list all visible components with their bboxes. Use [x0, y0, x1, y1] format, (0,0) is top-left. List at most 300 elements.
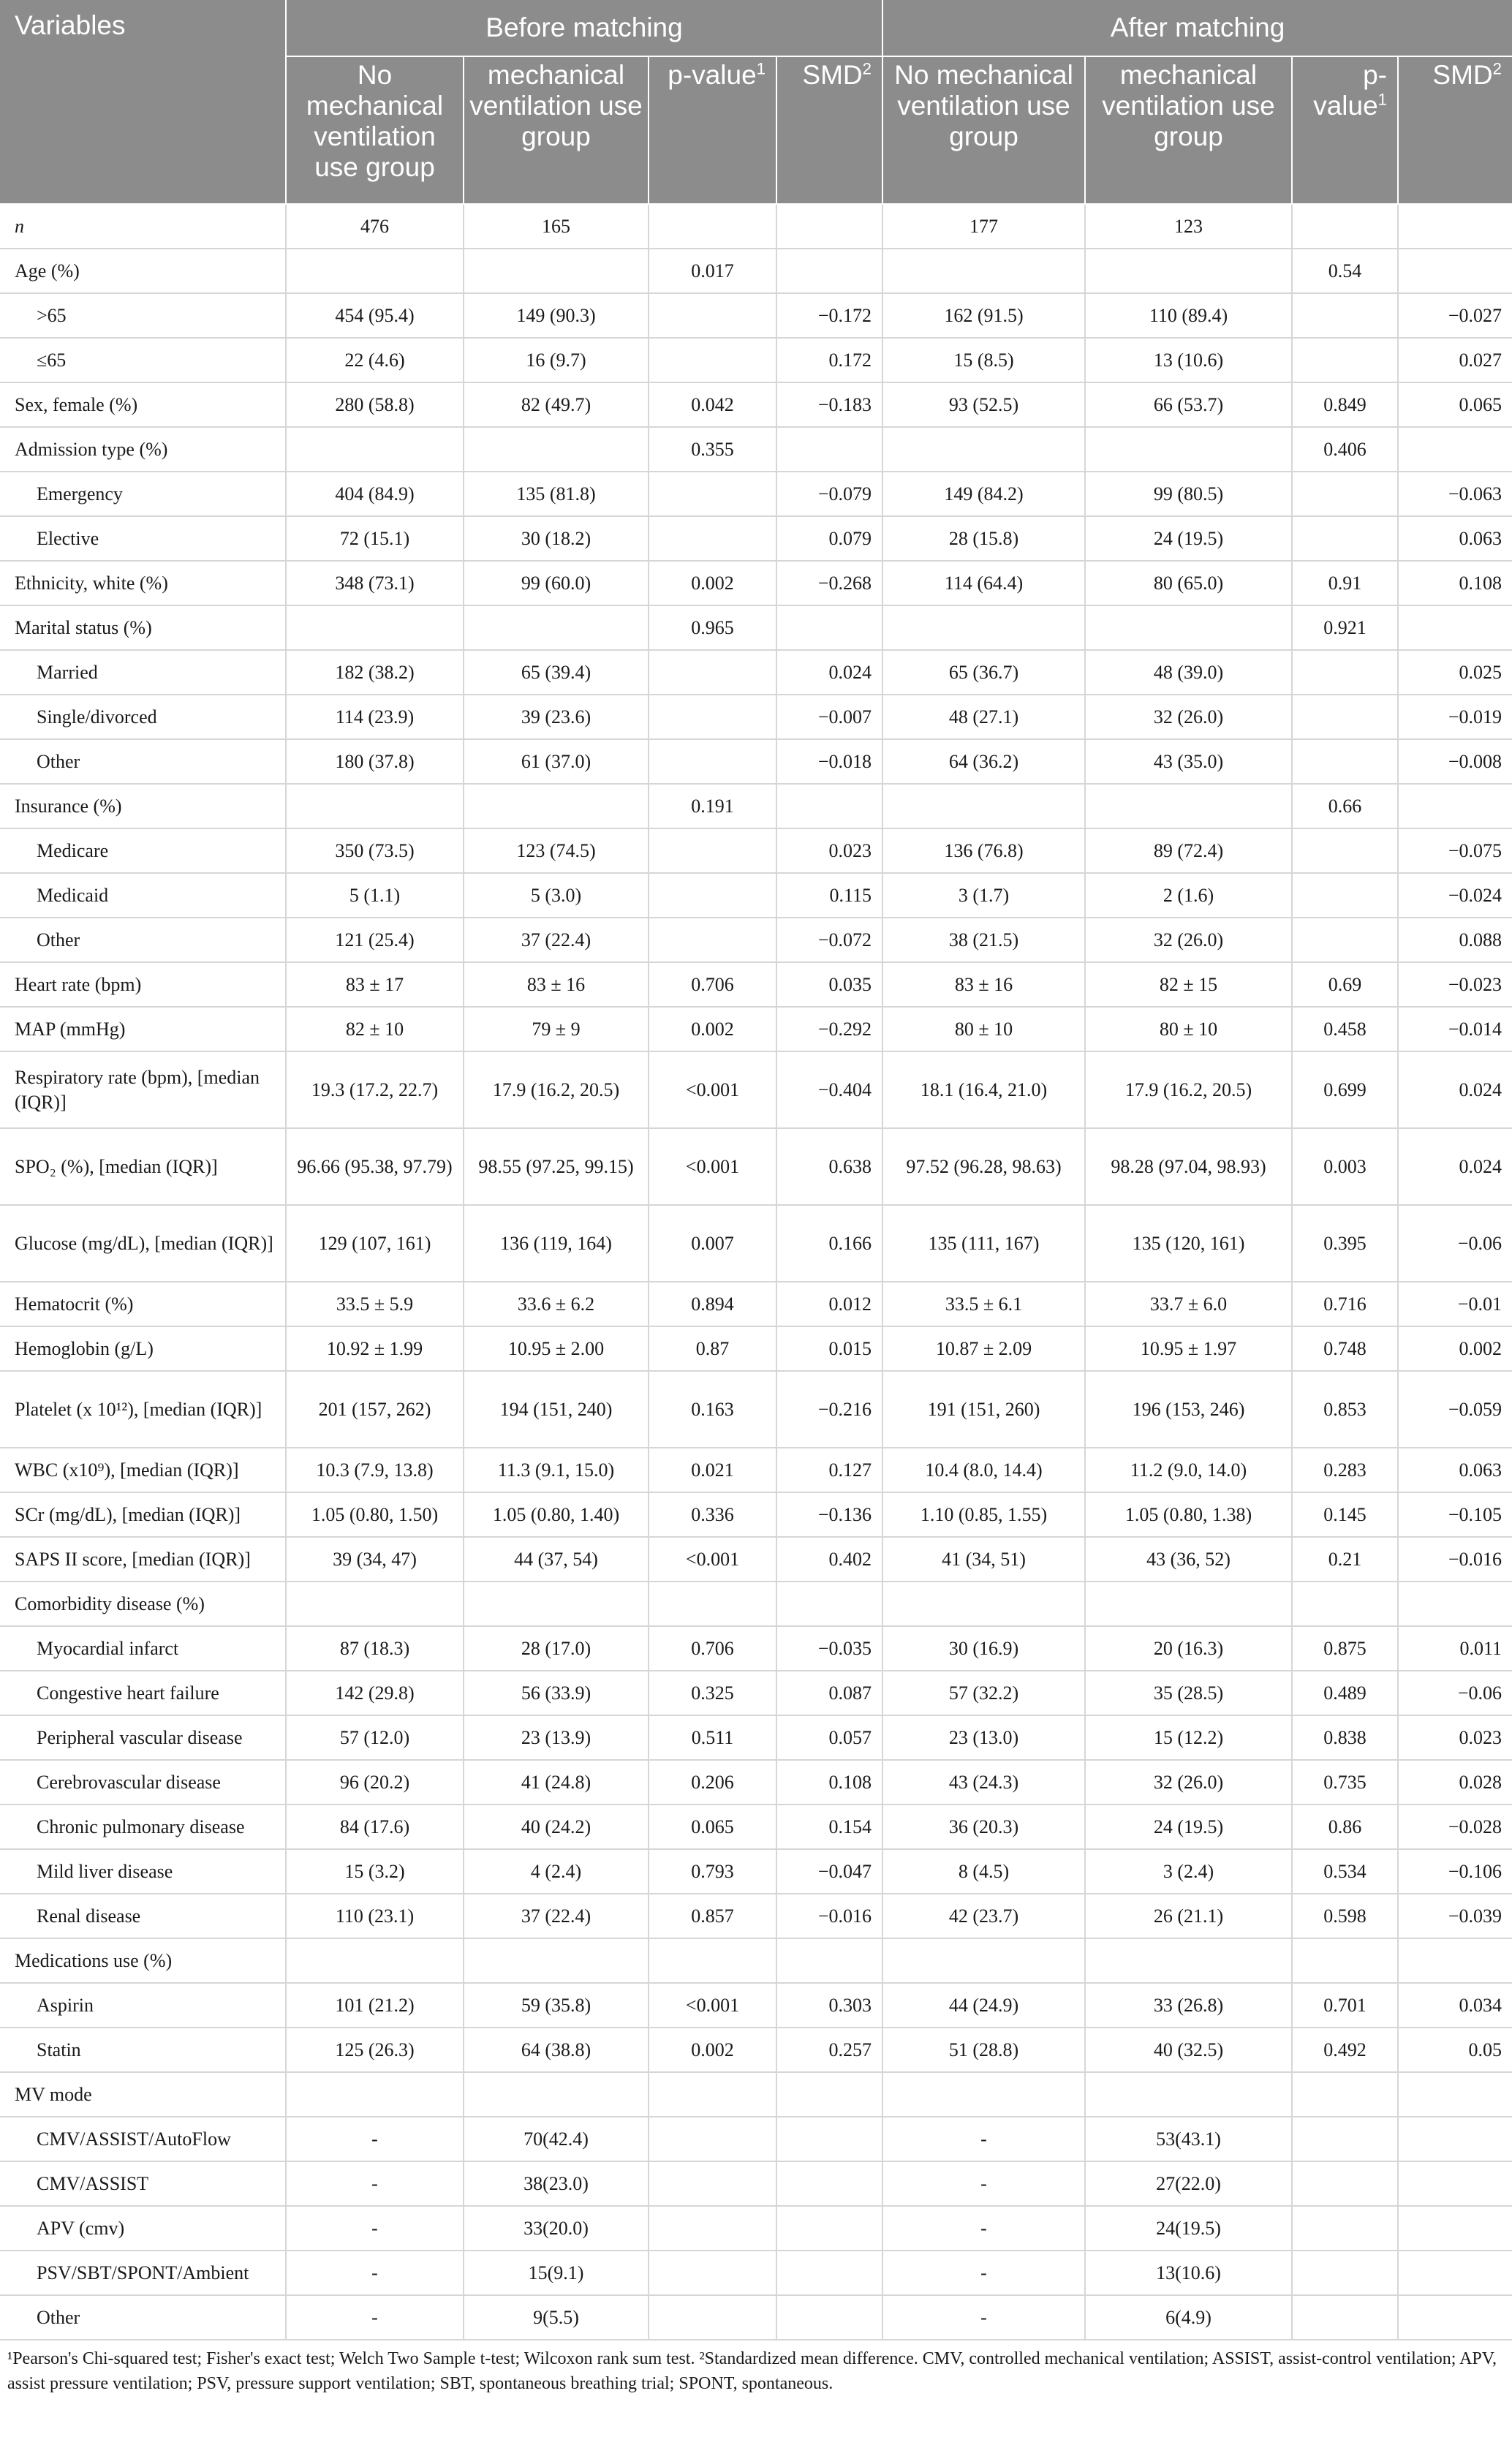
- table-cell: 0.024: [776, 650, 882, 695]
- row-label: Congestive heart failure: [0, 1671, 286, 1715]
- table-cell: 0.598: [1292, 1894, 1398, 1938]
- table-row: [0, 918, 1512, 962]
- row-label: Statin: [0, 2028, 286, 2072]
- table-cell: [649, 1582, 776, 1626]
- table-row: [0, 1715, 1512, 1760]
- table-cell: [776, 2251, 882, 2295]
- table-cell: 0.015: [776, 1326, 882, 1371]
- table-cell: −0.035: [776, 1626, 882, 1671]
- table-cell: [1085, 2072, 1292, 2117]
- pvalue-label: p-value: [1313, 60, 1387, 121]
- table-cell: 36 (20.3): [882, 1805, 1085, 1849]
- table-cell: 125 (26.3): [286, 2028, 464, 2072]
- table-cell: [464, 605, 649, 650]
- table-cell: 191 (151, 260): [882, 1371, 1085, 1448]
- pvalue-footnote-mark: 1: [1377, 90, 1387, 109]
- table-cell: 0.257: [776, 2028, 882, 2072]
- table-cell: −0.079: [776, 472, 882, 516]
- table-cell: 43 (24.3): [882, 1760, 1085, 1805]
- table-row: [0, 828, 1512, 873]
- table-cell: 10.92 ± 1.99: [286, 1326, 464, 1371]
- table-cell: 13 (10.6): [1085, 338, 1292, 382]
- table-cell: 96.66 (95.38, 97.79): [286, 1128, 464, 1205]
- row-label: CMV/ASSIST/AutoFlow: [0, 2117, 286, 2161]
- table-cell: -: [882, 2117, 1085, 2161]
- row-label: Renal disease: [0, 1894, 286, 1938]
- row-label: Sex, female (%): [0, 382, 286, 427]
- table-cell: 0.172: [776, 338, 882, 382]
- table-cell: [649, 2072, 776, 2117]
- header-pvalue-after: [1292, 56, 1398, 204]
- table-cell: 0.206: [649, 1760, 776, 1805]
- table-cell: 404 (84.9): [286, 472, 464, 516]
- table-cell: 0.002: [649, 561, 776, 605]
- table-cell: −0.06: [1398, 1205, 1512, 1282]
- table-cell: [1292, 1582, 1398, 1626]
- table-cell: 0.024: [1398, 1051, 1512, 1128]
- table-cell: −0.075: [1398, 828, 1512, 873]
- table-cell: −0.106: [1398, 1849, 1512, 1894]
- row-label: CMV/ASSIST: [0, 2161, 286, 2206]
- row-label: Comorbidity disease (%): [0, 1582, 286, 1626]
- table-cell: [1292, 1938, 1398, 1983]
- table-cell: 97.52 (96.28, 98.63): [882, 1128, 1085, 1205]
- table-cell: [649, 873, 776, 918]
- table-cell: 64 (38.8): [464, 2028, 649, 2072]
- table-cell: 0.154: [776, 1805, 882, 1849]
- row-label: Age (%): [0, 249, 286, 293]
- table-cell: −0.008: [1398, 739, 1512, 784]
- table-cell: [464, 784, 649, 828]
- table-cell: 476: [286, 204, 464, 249]
- table-row: [0, 516, 1512, 561]
- table-cell: 32 (26.0): [1085, 1760, 1292, 1805]
- table-cell: 1.05 (0.80, 1.40): [464, 1492, 649, 1537]
- table-cell: 0.748: [1292, 1326, 1398, 1371]
- table-cell: [882, 249, 1085, 293]
- table-cell: 0.002: [649, 1007, 776, 1051]
- row-label: Aspirin: [0, 1983, 286, 2028]
- table-cell: 101 (21.2): [286, 1983, 464, 2028]
- table-cell: 93 (52.5): [882, 382, 1085, 427]
- table-row: [0, 2206, 1512, 2251]
- table-cell: 1.10 (0.85, 1.55): [882, 1492, 1085, 1537]
- table-cell: −0.024: [1398, 873, 1512, 918]
- row-label: Other: [0, 739, 286, 784]
- table-cell: [882, 2072, 1085, 2117]
- table-cell: [464, 249, 649, 293]
- table-cell: 59 (35.8): [464, 1983, 649, 2028]
- table-cell: [1398, 427, 1512, 472]
- table-cell: 3 (2.4): [1085, 1849, 1292, 1894]
- table-cell: 0.355: [649, 427, 776, 472]
- table-cell: −0.292: [776, 1007, 882, 1051]
- table-cell: 39 (23.6): [464, 695, 649, 739]
- row-label: MAP (mmHg): [0, 1007, 286, 1051]
- table-row: [0, 1128, 1512, 1205]
- table-cell: [1398, 1938, 1512, 1983]
- row-label: Cerebrovascular disease: [0, 1760, 286, 1805]
- table-cell: 180 (37.8): [286, 739, 464, 784]
- table-cell: [464, 1582, 649, 1626]
- table-cell: 13(10.6): [1085, 2251, 1292, 2295]
- table-cell: 83 ± 16: [464, 962, 649, 1007]
- table-row: [0, 784, 1512, 828]
- table-cell: [649, 2117, 776, 2161]
- table-cell: 8 (4.5): [882, 1849, 1085, 1894]
- table-cell: [1398, 605, 1512, 650]
- table-row: [0, 1537, 1512, 1582]
- table-cell: [1292, 918, 1398, 962]
- table-cell: 33(20.0): [464, 2206, 649, 2251]
- table-cell: 41 (34, 51): [882, 1537, 1085, 1582]
- table-cell: 0.91: [1292, 561, 1398, 605]
- table-cell: 87 (18.3): [286, 1626, 464, 1671]
- row-label: SCr (mg/dL), [median (IQR)]: [0, 1492, 286, 1537]
- table-cell: 0.05: [1398, 2028, 1512, 2072]
- table-cell: 162 (91.5): [882, 293, 1085, 338]
- table-cell: [882, 784, 1085, 828]
- table-cell: [1292, 695, 1398, 739]
- table-cell: 43 (36, 52): [1085, 1537, 1292, 1582]
- table-cell: 149 (90.3): [464, 293, 649, 338]
- table-cell: 42 (23.7): [882, 1894, 1085, 1938]
- table-cell: 0.534: [1292, 1849, 1398, 1894]
- row-label: Insurance (%): [0, 784, 286, 828]
- table-row: [0, 338, 1512, 382]
- table-cell: 10.3 (7.9, 13.8): [286, 1448, 464, 1492]
- row-label: Marital status (%): [0, 605, 286, 650]
- smd-footnote-mark: 2: [1492, 59, 1502, 78]
- table-cell: [464, 427, 649, 472]
- table-cell: [1398, 2161, 1512, 2206]
- table-cell: 35 (28.5): [1085, 1671, 1292, 1715]
- table-cell: 33.5 ± 5.9: [286, 1282, 464, 1326]
- table-cell: −0.404: [776, 1051, 882, 1128]
- table-cell: [286, 1938, 464, 1983]
- table-cell: 33.7 ± 6.0: [1085, 1282, 1292, 1326]
- table-cell: [776, 784, 882, 828]
- table-cell: 23 (13.0): [882, 1715, 1085, 1760]
- header-mv-before: mechanical ventilation use group: [464, 56, 649, 204]
- table-cell: 0.065: [1398, 382, 1512, 427]
- table-cell: 10.95 ± 2.00: [464, 1326, 649, 1371]
- table-row: [0, 2028, 1512, 2072]
- table-cell: [1398, 2295, 1512, 2340]
- table-cell: 135 (111, 167): [882, 1205, 1085, 1282]
- header-pvalue-before: [649, 56, 776, 204]
- table-cell: 11.2 (9.0, 14.0): [1085, 1448, 1292, 1492]
- table-cell: 3 (1.7): [882, 873, 1085, 918]
- table-cell: 40 (32.5): [1085, 2028, 1292, 2072]
- table-cell: [882, 1938, 1085, 1983]
- table-cell: [882, 427, 1085, 472]
- table-cell: -: [286, 2161, 464, 2206]
- table-cell: 1.05 (0.80, 1.38): [1085, 1492, 1292, 1537]
- table-cell: 0.395: [1292, 1205, 1398, 1282]
- table-cell: 0.024: [1398, 1128, 1512, 1205]
- table-cell: [1398, 249, 1512, 293]
- table-cell: [1398, 2206, 1512, 2251]
- table-cell: [776, 1938, 882, 1983]
- table-cell: -: [882, 2161, 1085, 2206]
- table-cell: 66 (53.7): [1085, 382, 1292, 427]
- table-cell: −0.039: [1398, 1894, 1512, 1938]
- table-cell: 40 (24.2): [464, 1805, 649, 1849]
- table-row: [0, 204, 1512, 249]
- table-cell: 0.489: [1292, 1671, 1398, 1715]
- table-cell: 0.035: [776, 962, 882, 1007]
- table-cell: 110 (23.1): [286, 1894, 464, 1938]
- table-cell: 5 (3.0): [464, 873, 649, 918]
- table-cell: 0.853: [1292, 1371, 1398, 1448]
- row-label: SAPS II score, [median (IQR)]: [0, 1537, 286, 1582]
- table-cell: -: [286, 2206, 464, 2251]
- table-cell: 0.023: [1398, 1715, 1512, 1760]
- table-cell: −0.019: [1398, 695, 1512, 739]
- table-cell: −0.016: [1398, 1537, 1512, 1582]
- header-before-matching: Before matching: [286, 0, 882, 56]
- table-cell: 0.011: [1398, 1626, 1512, 1671]
- table-cell: 0.065: [649, 1805, 776, 1849]
- table-cell: -: [286, 2117, 464, 2161]
- table-cell: [286, 427, 464, 472]
- table-cell: [1292, 2072, 1398, 2117]
- table-cell: 0.087: [776, 1671, 882, 1715]
- table-cell: −0.172: [776, 293, 882, 338]
- table-cell: 0.163: [649, 1371, 776, 1448]
- table-row: [0, 739, 1512, 784]
- table-cell: 0.057: [776, 1715, 882, 1760]
- row-label: WBC (x10⁹), [median (IQR)]: [0, 1448, 286, 1492]
- table-cell: 0.402: [776, 1537, 882, 1582]
- table-cell: 80 ± 10: [1085, 1007, 1292, 1051]
- row-label: Ethnicity, white (%): [0, 561, 286, 605]
- table-cell: [882, 605, 1085, 650]
- table-row: [0, 1371, 1512, 1448]
- row-label: Emergency: [0, 472, 286, 516]
- table-cell: [649, 650, 776, 695]
- table-cell: [649, 516, 776, 561]
- table-cell: 82 ± 15: [1085, 962, 1292, 1007]
- table-cell: [649, 828, 776, 873]
- table-cell: 0.012: [776, 1282, 882, 1326]
- table-cell: 17.9 (16.2, 20.5): [464, 1051, 649, 1128]
- table-cell: 20 (16.3): [1085, 1626, 1292, 1671]
- table-header: [0, 0, 1512, 204]
- table-cell: 0.857: [649, 1894, 776, 1938]
- table-cell: 0.283: [1292, 1448, 1398, 1492]
- header-no-mv-before: No mechanical ventilation use group: [286, 56, 464, 204]
- table-cell: [649, 293, 776, 338]
- table-cell: 0.793: [649, 1849, 776, 1894]
- table-cell: [464, 2072, 649, 2117]
- table-cell: 65 (39.4): [464, 650, 649, 695]
- table-cell: 0.115: [776, 873, 882, 918]
- table-cell: −0.016: [776, 1894, 882, 1938]
- table-cell: −0.023: [1398, 962, 1512, 1007]
- table-cell: [1292, 2251, 1398, 2295]
- table-cell: -: [286, 2251, 464, 2295]
- row-label: Medications use (%): [0, 1938, 286, 1983]
- table-cell: [1292, 2295, 1398, 2340]
- table-cell: 135 (120, 161): [1085, 1205, 1292, 1282]
- table-cell: 72 (15.1): [286, 516, 464, 561]
- table-cell: −0.268: [776, 561, 882, 605]
- table-cell: 0.108: [1398, 561, 1512, 605]
- table-cell: [649, 918, 776, 962]
- table-cell: [649, 695, 776, 739]
- table-cell: 96 (20.2): [286, 1760, 464, 1805]
- header-mv-after: mechanical ventilation use group: [1085, 56, 1292, 204]
- table-cell: 0.706: [649, 1626, 776, 1671]
- table-cell: 0.027: [1398, 338, 1512, 382]
- table-cell: 121 (25.4): [286, 918, 464, 962]
- table-cell: 39 (34, 47): [286, 1537, 464, 1582]
- table-cell: 44 (37, 54): [464, 1537, 649, 1582]
- table-cell: 37 (22.4): [464, 1894, 649, 1938]
- table-cell: 0.87: [649, 1326, 776, 1371]
- table-cell: 0.127: [776, 1448, 882, 1492]
- table-row: [0, 1205, 1512, 1282]
- table-cell: 0.079: [776, 516, 882, 561]
- table-cell: [1292, 516, 1398, 561]
- table-cell: 0.063: [1398, 516, 1512, 561]
- table-cell: −0.01: [1398, 1282, 1512, 1326]
- table-cell: 9(5.5): [464, 2295, 649, 2340]
- table-cell: 83 ± 16: [882, 962, 1085, 1007]
- table-cell: −0.105: [1398, 1492, 1512, 1537]
- table-cell: 80 (65.0): [1085, 561, 1292, 605]
- header-variables: Variables: [0, 0, 286, 204]
- table-cell: 0.511: [649, 1715, 776, 1760]
- table-cell: [776, 427, 882, 472]
- table-cell: [776, 2072, 882, 2117]
- table-cell: [286, 605, 464, 650]
- table-cell: −0.072: [776, 918, 882, 962]
- table-row: [0, 249, 1512, 293]
- table-cell: [1292, 828, 1398, 873]
- table-cell: 0.86: [1292, 1805, 1398, 1849]
- table-cell: [1292, 2117, 1398, 2161]
- table-cell: [464, 1938, 649, 1983]
- table-cell: 0.063: [1398, 1448, 1512, 1492]
- table-row: [0, 1326, 1512, 1371]
- table-cell: [649, 2206, 776, 2251]
- table-row: [0, 873, 1512, 918]
- row-label: Hematocrit (%): [0, 1282, 286, 1326]
- table-cell: −0.014: [1398, 1007, 1512, 1051]
- table-cell: 70(42.4): [464, 2117, 649, 2161]
- table-cell: 1.05 (0.80, 1.50): [286, 1492, 464, 1537]
- table-row: [0, 1051, 1512, 1128]
- table-cell: 51 (28.8): [882, 2028, 1085, 2072]
- table-cell: 0.191: [649, 784, 776, 828]
- table-cell: 64 (36.2): [882, 739, 1085, 784]
- table-cell: 0.088: [1398, 918, 1512, 962]
- table-cell: 57 (12.0): [286, 1715, 464, 1760]
- table-cell: 0.716: [1292, 1282, 1398, 1326]
- table-cell: 10.4 (8.0, 14.4): [882, 1448, 1085, 1492]
- table-cell: 61 (37.0): [464, 739, 649, 784]
- table-cell: [649, 2251, 776, 2295]
- table-cell: 196 (153, 246): [1085, 1371, 1292, 1448]
- row-label: Respiratory rate (bpm), [median (IQR)]: [0, 1051, 286, 1128]
- table-cell: [1292, 873, 1398, 918]
- table-cell: [1085, 605, 1292, 650]
- table-cell: 17.9 (16.2, 20.5): [1085, 1051, 1292, 1128]
- table-cell: 194 (151, 240): [464, 1371, 649, 1448]
- table-cell: 33.6 ± 6.2: [464, 1282, 649, 1326]
- table-cell: 0.145: [1292, 1492, 1398, 1537]
- row-label: Elective: [0, 516, 286, 561]
- table-cell: 2 (1.6): [1085, 873, 1292, 918]
- table-cell: 82 ± 10: [286, 1007, 464, 1051]
- table-cell: −0.063: [1398, 472, 1512, 516]
- table-cell: [1292, 2206, 1398, 2251]
- table-cell: 350 (73.5): [286, 828, 464, 873]
- table-cell: 79 ± 9: [464, 1007, 649, 1051]
- table-row: [0, 1805, 1512, 1849]
- row-label: PSV/SBT/SPONT/Ambient: [0, 2251, 286, 2295]
- table-cell: [649, 472, 776, 516]
- row-label: Platelet (x 10¹²), [median (IQR)]: [0, 1371, 286, 1448]
- table-cell: 80 ± 10: [882, 1007, 1085, 1051]
- header-smd-after: [1398, 56, 1512, 204]
- table-row: [0, 1282, 1512, 1326]
- table-cell: 6(4.9): [1085, 2295, 1292, 2340]
- pvalue-label: p-value: [668, 60, 757, 90]
- table-cell: 0.108: [776, 1760, 882, 1805]
- table-cell: <0.001: [649, 1983, 776, 2028]
- table-cell: −0.047: [776, 1849, 882, 1894]
- table-cell: [776, 2295, 882, 2340]
- table-cell: −0.06: [1398, 1671, 1512, 1715]
- row-label: Hemoglobin (g/L): [0, 1326, 286, 1371]
- table-row: [0, 1760, 1512, 1805]
- table-cell: 83 ± 17: [286, 962, 464, 1007]
- table-cell: 0.166: [776, 1205, 882, 1282]
- header-no-mv-after: No mechanical ventilation use group: [882, 56, 1085, 204]
- table-cell: 0.21: [1292, 1537, 1398, 1582]
- smd-footnote-mark: 2: [862, 59, 872, 78]
- row-label: Admission type (%): [0, 427, 286, 472]
- table-cell: [1085, 1582, 1292, 1626]
- table-cell: [1398, 2251, 1512, 2295]
- table-cell: 0.492: [1292, 2028, 1398, 2072]
- table-row: [0, 427, 1512, 472]
- row-label: Peripheral vascular disease: [0, 1715, 286, 1760]
- table-cell: 98.55 (97.25, 99.15): [464, 1128, 649, 1205]
- pvalue-footnote-mark: 1: [756, 59, 766, 78]
- table-cell: 65 (36.7): [882, 650, 1085, 695]
- table-cell: −0.059: [1398, 1371, 1512, 1448]
- table-row: [0, 1938, 1512, 1983]
- table-cell: 0.838: [1292, 1715, 1398, 1760]
- table-cell: -: [882, 2295, 1085, 2340]
- table-cell: 0.336: [649, 1492, 776, 1537]
- table-row: [0, 1582, 1512, 1626]
- table-cell: 0.021: [649, 1448, 776, 1492]
- table-cell: 44 (24.9): [882, 1983, 1085, 2028]
- table-cell: [1085, 249, 1292, 293]
- table-cell: 56 (33.9): [464, 1671, 649, 1715]
- table-cell: 22 (4.6): [286, 338, 464, 382]
- table-cell: 27(22.0): [1085, 2161, 1292, 2206]
- table-cell: 99 (80.5): [1085, 472, 1292, 516]
- table-cell: 48 (39.0): [1085, 650, 1292, 695]
- table-cell: [649, 2161, 776, 2206]
